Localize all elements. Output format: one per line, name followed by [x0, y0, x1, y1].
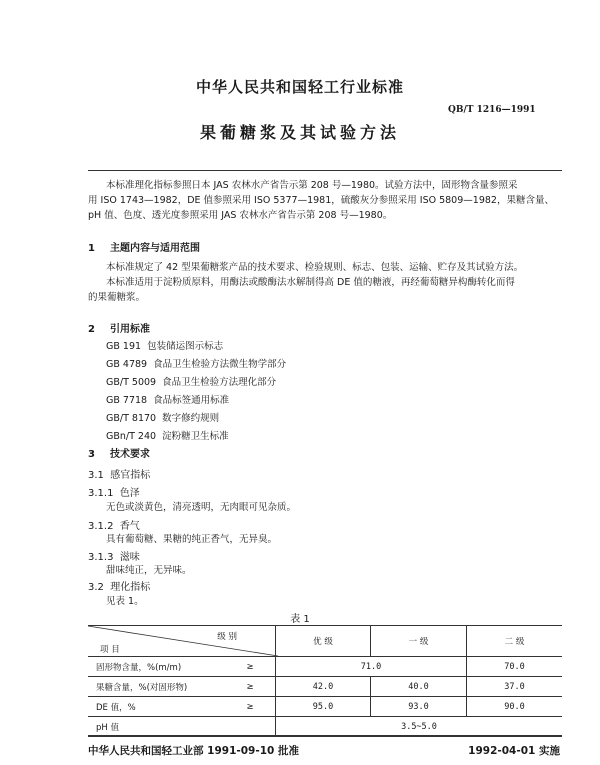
- clause-3-1-2: [88, 517, 140, 532]
- clause-3-1-1: [88, 484, 140, 499]
- row-operator: ≥: [225, 677, 276, 697]
- reference-list: [106, 338, 546, 446]
- row-value: 42.0: [276, 677, 371, 697]
- reference-name: 食品卫生检验方法理化部分: [162, 377, 277, 388]
- row-value-merged: 3.5~5.0: [276, 717, 563, 737]
- row-value: 95.0: [276, 697, 371, 717]
- row-value: 37.0: [467, 677, 563, 697]
- spec-table: [88, 625, 562, 737]
- reference-code: GB 4789: [106, 359, 148, 370]
- footer-divider: [88, 735, 562, 737]
- paragraph: 本标准规定了 42 型果葡糖浆产品的技术要求、检验规则、标志、包装、运输、贮存及其试验方法。: [106, 262, 524, 273]
- clause-number: 3.1.1: [88, 488, 114, 499]
- corner-diagonal: [88, 626, 275, 656]
- reference-code: GBn/T 240: [106, 431, 157, 442]
- section-number: 3: [88, 449, 95, 460]
- row-value: 40.0: [371, 677, 467, 697]
- clause-3-1-3: [88, 548, 140, 563]
- section-3-heading: [88, 445, 150, 460]
- reference-item: [106, 410, 546, 428]
- intro-line: pH 值、色度、透光度参照采用 JAS 农林水产省告示第 208 号—1980。: [88, 210, 393, 221]
- column-header: 二 级: [467, 626, 563, 657]
- table-row: [88, 657, 562, 677]
- row-item: 果糖含量，%(对固形物): [88, 677, 225, 697]
- corner-bottom-label: 项 目: [100, 645, 120, 655]
- column-header: 优 级: [276, 626, 371, 657]
- reference-name: 数字修约规则: [162, 413, 220, 424]
- section-title: 主题内容与适用范围: [110, 243, 200, 254]
- reference-code: GB/T 8170: [106, 413, 157, 424]
- table-row: [88, 697, 562, 717]
- clause-3-2: [88, 578, 150, 593]
- reference-item: [106, 428, 546, 446]
- clause-number: 3.1.2: [88, 521, 114, 532]
- paragraph: 本标准适用于淀粉质原料，用酶法或酸酶法水解制得高 DE 值的糖液，再经葡萄糖异构酶转化而得: [106, 277, 515, 288]
- intro-line: 用 ISO 1743—1982，DE 值参照采用 ISO 5377—1981，硫酸灰分参照采用 ISO 5809—1982，果糖含量、: [88, 195, 554, 206]
- row-operator: [225, 717, 276, 737]
- clause-number: 3.1: [88, 470, 104, 481]
- row-value: 90.0: [467, 697, 563, 717]
- clause-text: 甜味纯正，无异味。: [106, 565, 192, 576]
- clause-3-1: [88, 466, 150, 481]
- row-item: 固形物含量，%(m/m): [88, 657, 225, 677]
- table-header-row: [88, 626, 562, 657]
- section-title: 引用标准: [110, 324, 150, 335]
- paragraph: 的果葡糖浆。: [88, 292, 146, 303]
- row-value-merged: 71.0: [276, 657, 467, 677]
- section-number: 2: [88, 324, 95, 335]
- reference-item: [106, 356, 546, 374]
- section-1-heading: [88, 239, 200, 254]
- section-1-body: [88, 260, 568, 305]
- document-title: 果葡糖浆及其试验方法: [199, 123, 400, 142]
- row-value: 93.0: [371, 697, 467, 717]
- reference-item: [106, 392, 546, 410]
- intro-paragraph: [88, 178, 568, 223]
- standard-code: QB/T 1216—1991: [448, 105, 536, 115]
- row-value: 70.0: [467, 657, 563, 677]
- row-item: DE 值，%: [88, 697, 225, 717]
- reference-item: [106, 338, 546, 356]
- reference-code: GB 7718: [106, 395, 148, 406]
- clause-title: 感官指标: [110, 470, 151, 481]
- reference-name: 包装储运图示标志: [147, 341, 224, 352]
- reference-name: 食品标签通用标准: [153, 395, 230, 406]
- reference-name: 淀粉糖卫生标准: [162, 431, 229, 442]
- reference-name: 食品卫生检验方法微生物学部分: [153, 359, 287, 370]
- clause-title: 滋味: [119, 552, 140, 563]
- section-2-heading: [88, 320, 150, 335]
- clause-title: 香气: [119, 521, 140, 532]
- approval-info: 中华人民共和国轻工业部 1991-09-10 批准: [88, 745, 299, 757]
- corner-top-label: 级 别: [217, 632, 237, 642]
- row-operator: ≥: [225, 697, 276, 717]
- clause-text: 见表 1。: [106, 596, 144, 607]
- row-operator: ≥: [225, 657, 276, 677]
- column-header: 一 级: [371, 626, 467, 657]
- row-item: pH 值: [88, 717, 225, 737]
- reference-code: GB/T 5009: [106, 377, 157, 388]
- intro-line: 本标准理化指标参照日本 JAS 农林水产省告示第 208 号—1980。试验方法中，固形物含量参照采: [106, 180, 518, 191]
- reference-code: GB 191: [106, 341, 142, 352]
- clause-number: 3.2: [88, 582, 104, 593]
- clause-number: 3.1.3: [88, 552, 114, 563]
- table-caption: 表 1: [290, 614, 310, 625]
- header-divider: [88, 170, 562, 171]
- table-row: [88, 677, 562, 697]
- implementation-date: 1992-04-01 实施: [468, 745, 560, 757]
- reference-item: [106, 374, 546, 392]
- standard-org-title: 中华人民共和国轻工行业标准: [195, 78, 404, 96]
- section-number: 1: [88, 243, 95, 254]
- clause-title: 理化指标: [110, 582, 151, 593]
- clause-text: 具有葡萄糖、果糖的纯正香气，无异臭。: [106, 534, 278, 545]
- table-corner-cell: [88, 626, 276, 657]
- clause-text: 无色或淡黄色，清亮透明，无肉眼可见杂质。: [106, 502, 297, 513]
- clause-title: 色泽: [119, 488, 140, 499]
- section-title: 技术要求: [110, 449, 150, 460]
- table-row: [88, 717, 562, 737]
